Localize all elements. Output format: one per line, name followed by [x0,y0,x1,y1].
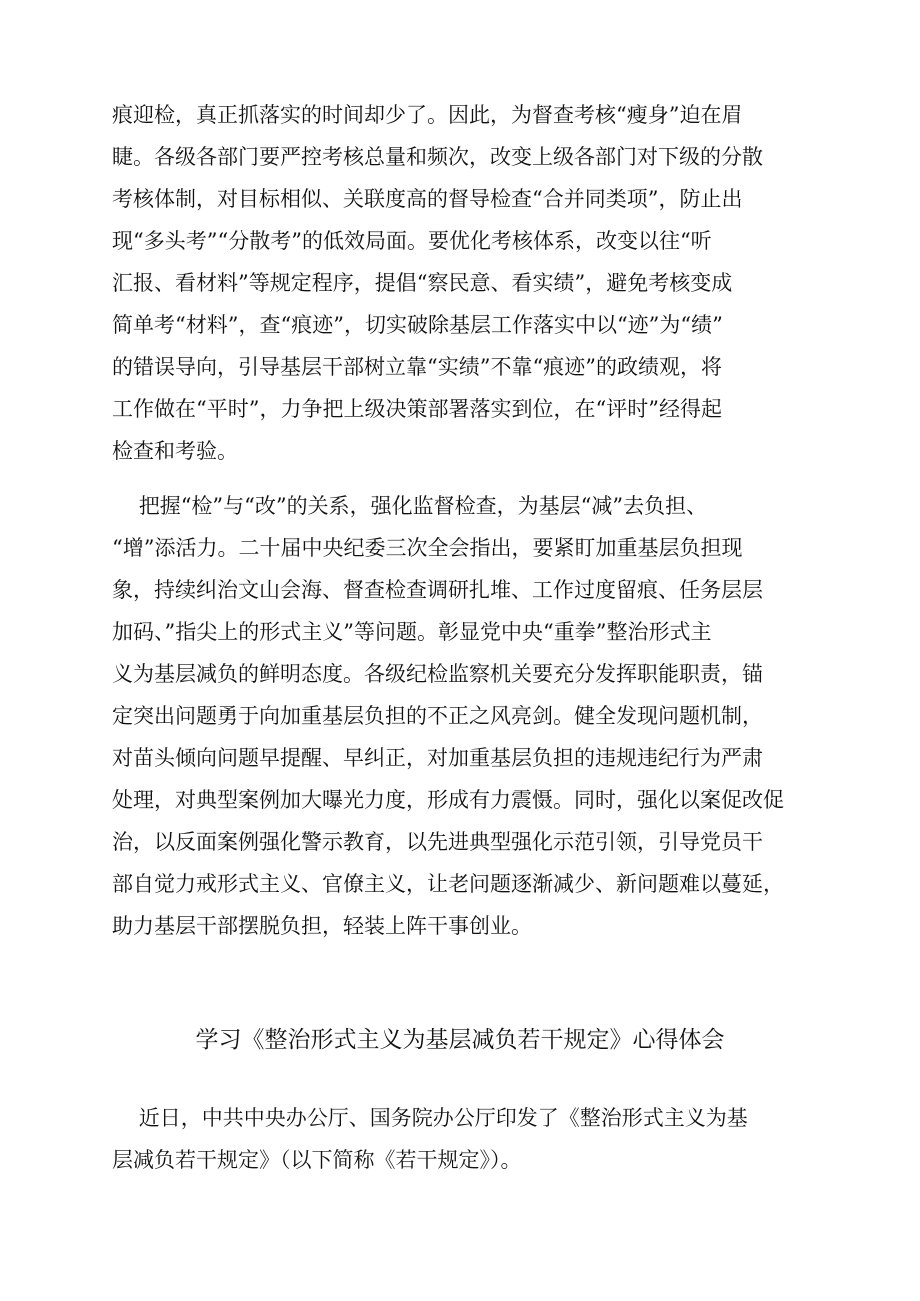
text-line: 睫。各级各部门要严控考核总量和频次，改变上级各部门对下级的分散 [112,145,763,169]
text-line: 处理，对典型案例加大曝光力度，形成有力震慑。同时，强化以案促改促 [112,788,784,812]
text-line: 对苗头倾向问题早提醒、早纠正，对加重基层负担的违规违纪行为严肃 [112,746,763,770]
text-line: 层减负若干规定》（以下简称《若干规定》）。 [112,1148,522,1172]
text-line: 汇报、看材料”等规定程序，提倡“察民意、看实绩”，避免考核变成 [112,271,733,295]
text-line: 定突出问题勇于向加重基层负担的不正之风亮剑。健全发现问题机制， [112,704,763,728]
paragraph-2 [112,485,852,947]
text-line: 部自觉力戒形式主义、官僚主义，让老问题逐渐减少、新问题难以蔓延， [112,872,784,896]
intro-paragraph [112,1097,852,1181]
paragraph-1 [112,94,852,472]
text-line: 的错误导向，引导基层干部树立靠“实绩”不靠“痕迹”的政绩观，将 [112,355,722,379]
text-line: 象，持续纠治文山会海、督查检查调研扎堆、工作过度留痕、任务层层 [112,578,763,602]
text-line: 加码、”指尖上的形式主义”等问题。彰显党中央“重拳”整治形式主 [112,620,712,644]
text-line: 考核体制，对目标相似、关联度高的督导检查“合并同类项”，防止出 [112,187,743,211]
text-line: 近日，中共中央办公厅、国务院办公厅印发了《整治形式主义为基 [112,1106,748,1130]
text-line: 简单考“材料”，查“痕迹”，切实破除基层工作落实中以“迹”为“绩” [112,313,723,337]
text-line: 治，以反面案例强化警示教育，以先进典型强化示范引领，引导党员干 [112,830,763,854]
text-line: 助力基层干部摆脱负担，轻装上阵干事创业。 [112,914,532,938]
text-line: 现“多头考”“分散考”的低效局面。要优化考核体系，改变以往“听 [112,229,712,253]
text-line: 工作做在“平时”，力争把上级决策部署落实到位，在“评时”经得起 [112,397,722,421]
text-line: “增”添活力。二十届中央纪委三次全会指出，要紧盯加重基层负担现 [112,536,743,560]
text-line: 痕迎检，真正抓落实的时间却少了。因此，为督查考核“瘦身”迫在眉 [112,103,743,127]
text-line: 义为基层减负的鲜明态度。各级纪检监察机关要充分发挥职能职责，锚 [112,662,763,686]
section-title: 学习《整治形式主义为基层减负若干规定》心得体会 [195,1027,725,1053]
text-line: 检查和考验。 [112,439,238,463]
text-line: 把握“检”与“改”的关系，强化监督检查，为基层“减”去负担、 [112,494,708,518]
